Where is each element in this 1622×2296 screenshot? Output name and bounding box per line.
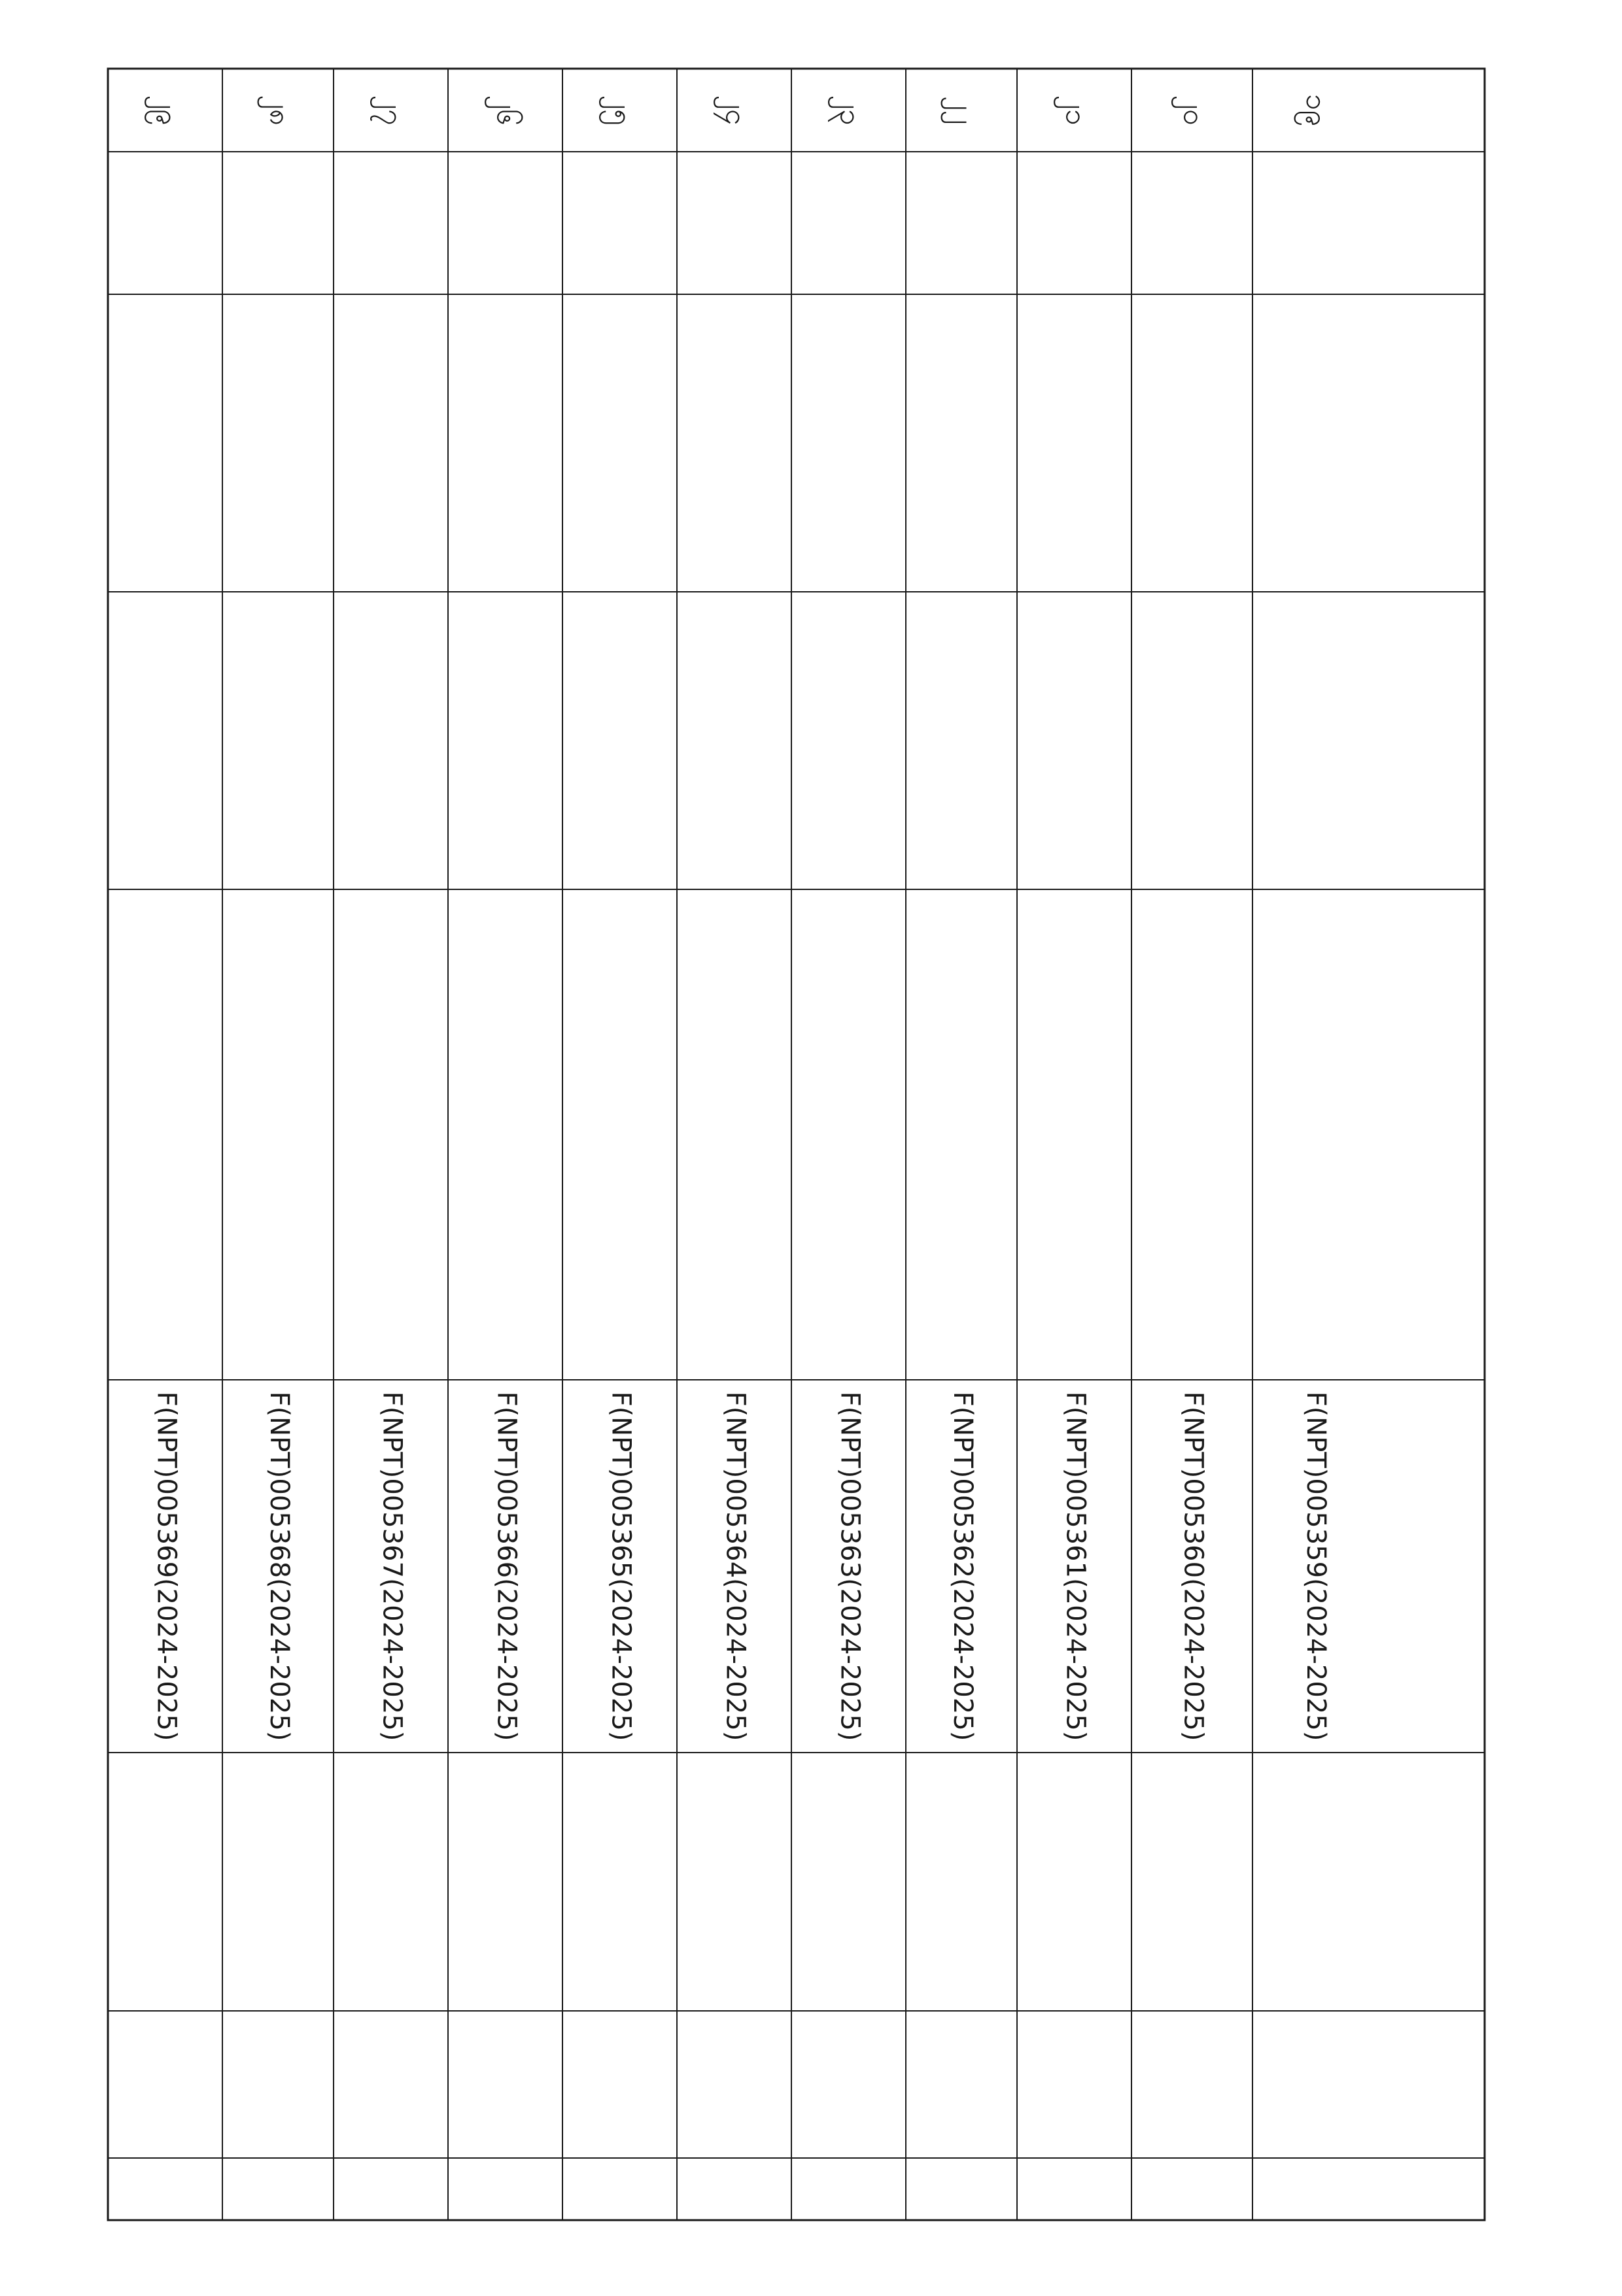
row-5-index: ၂၃ <box>833 95 867 126</box>
row-3-index: ၂၁ <box>1059 95 1093 126</box>
row-6-registration_no: F(NPT)005364(2024-2025) <box>720 1391 751 1741</box>
row-3-registration_no: F(NPT)005361(2024-2025) <box>1060 1391 1091 1741</box>
row-1-index: ၁၉ <box>1300 94 1333 127</box>
row-7-index: ၂၅ <box>604 95 638 126</box>
row-6-index: ၂၄ <box>719 95 753 126</box>
row-10-index: ၂၈ <box>263 95 296 126</box>
row-8-registration_no: F(NPT)005366(2024-2025) <box>491 1391 522 1741</box>
row-11-registration_no: F(NPT)005369(2024-2025) <box>151 1391 182 1741</box>
row-1-registration_no: F(NPT)005359(2024-2025) <box>1301 1391 1331 1741</box>
row-4-index: ၂၂ <box>946 95 980 125</box>
row-2-registration_no: F(NPT)005360(2024-2025) <box>1178 1391 1209 1741</box>
row-2-index: ၂၀ <box>1177 95 1211 126</box>
row-9-index: ၂၇ <box>375 95 409 126</box>
row-11-index: ၂၉ <box>150 95 184 126</box>
row-10-registration_no: F(NPT)005368(2024-2025) <box>264 1391 294 1741</box>
row-8-index: ၂၆ <box>490 95 524 126</box>
row-7-registration_no: F(NPT)005365(2024-2025) <box>606 1391 636 1741</box>
row-4-registration_no: F(NPT)005362(2024-2025) <box>948 1391 978 1741</box>
row-9-registration_no: F(NPT)005367(2024-2025) <box>377 1391 407 1741</box>
row-5-registration_no: F(NPT)005363(2024-2025) <box>835 1391 865 1741</box>
